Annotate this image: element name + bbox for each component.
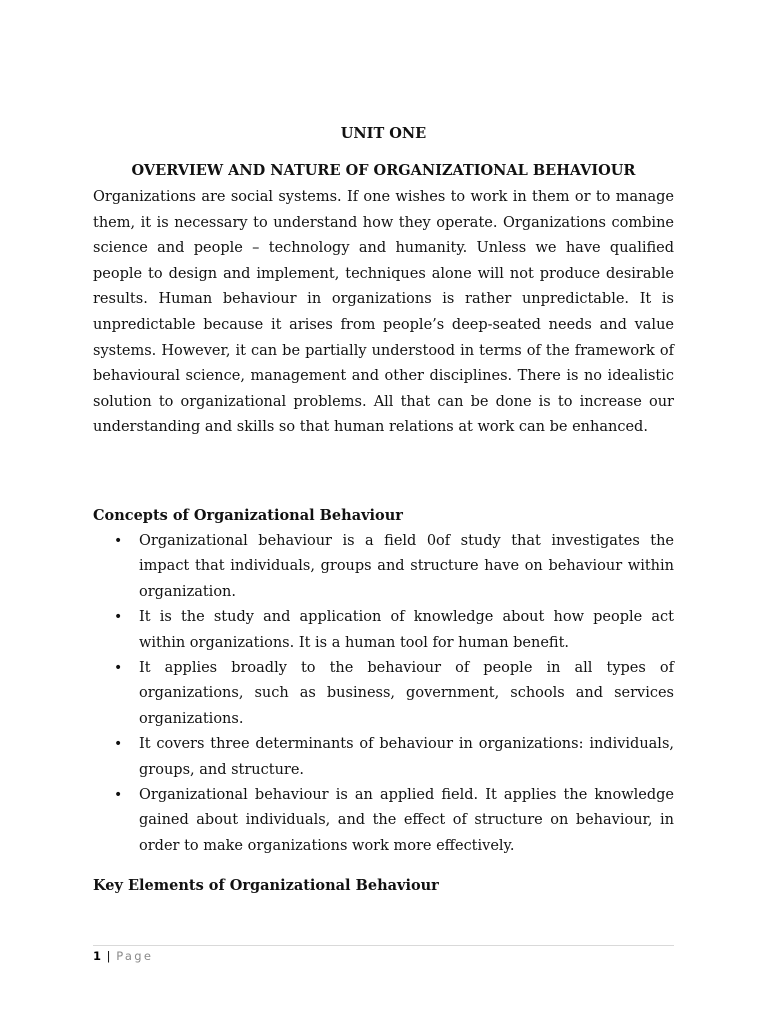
intro-paragraph: Organizations are social systems. If one wishes to work in them or to manage them, it is necessary to understand how they operate. Organizations combine science and people – technology and humanity. Unless we have qualified people to design and implement, techniques alone will not produce desirable results. Human behaviour in organizations is rather unpredictable. It is unpredictable because it arises from people’s deep-seated needs and value systems. However, it can be partially understood in terms of the framework of behavioural science, management and other disciplines. There is no idealistic solution to organizational problems. All that can be done is to increase our understanding and skills so that human relations at work can be enhanced.: [93, 189, 674, 436]
page-label: Page: [116, 949, 154, 963]
concepts-list: [93, 529, 674, 859]
page-footer: [93, 948, 153, 964]
list-item-text: It is the study and application of knowledge about how people act within organizations. It is a human tool for human benefit.: [139, 609, 674, 651]
list-item: [93, 656, 674, 732]
list-item: [93, 732, 674, 783]
concepts-heading: Concepts of Organizational Behaviour: [93, 507, 403, 524]
list-item-text: It covers three determinants of behaviour in organizations: individuals, groups, and structure.: [139, 736, 674, 778]
list-item-text: It applies broadly to the behaviour of people in all types of organizations, such as business, government, schools and services organizations.: [139, 660, 674, 727]
list-item: [93, 605, 674, 656]
key-elements-heading: Key Elements of Organizational Behaviour: [93, 877, 439, 894]
bullet-icon: •: [114, 609, 123, 626]
page-title: OVERVIEW AND NATURE OF ORGANIZATIONAL BEHAVIOUR: [131, 162, 636, 179]
list-item: [93, 783, 674, 859]
page-number: 1: [93, 949, 102, 963]
unit-title: UNIT ONE: [340, 125, 427, 142]
document-page: [93, 0, 674, 1024]
bullet-icon: •: [114, 660, 123, 677]
list-item: [93, 529, 674, 605]
bullet-icon: •: [114, 736, 123, 753]
bullet-icon: •: [114, 533, 123, 549]
footer-separator: |: [106, 949, 111, 963]
footer-divider: [93, 945, 674, 946]
bullet-icon: •: [114, 787, 123, 804]
list-item-text: Organizational behaviour is a field 0of study that investigates the impact that individuals, groups and structure have on behaviour within organization.: [139, 533, 674, 600]
list-item-text: Organizational behaviour is an applied field. It applies the knowledge gained about individuals, and the effect of structure on behaviour, in order to make organizations work more effectively.: [139, 787, 674, 854]
